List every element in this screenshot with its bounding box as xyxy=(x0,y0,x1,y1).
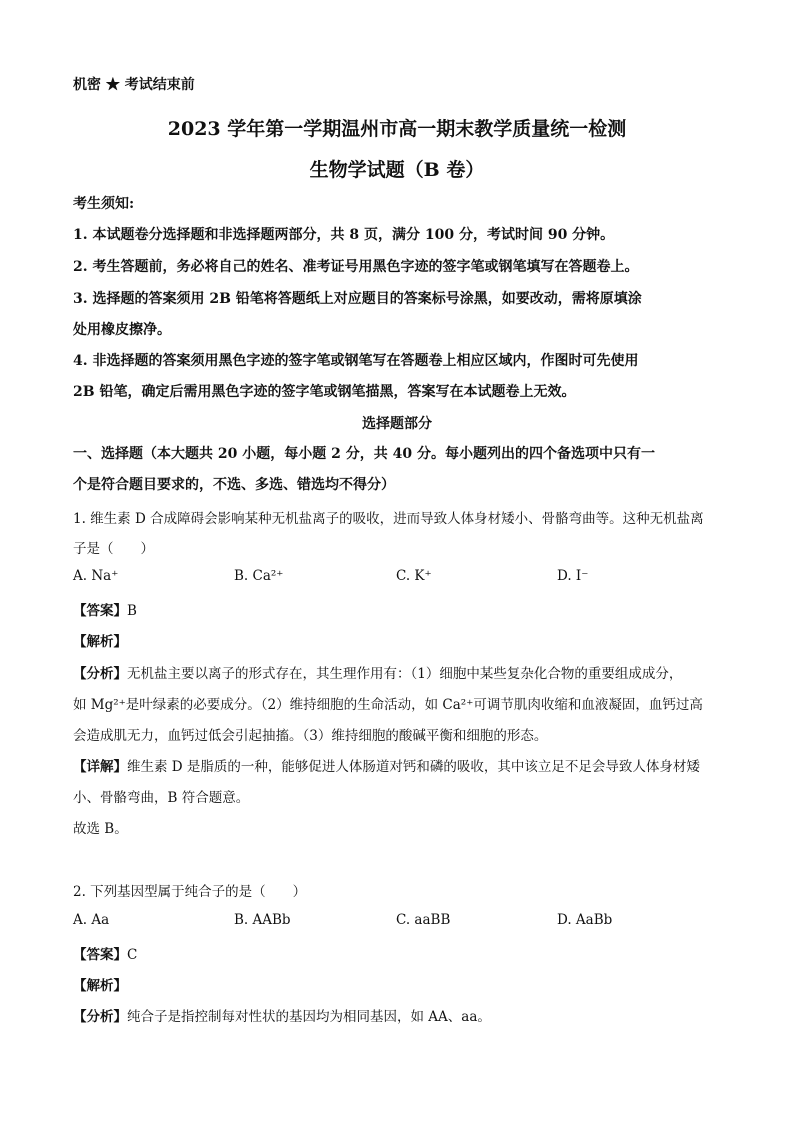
q1-option-d: D. I⁻ xyxy=(557,568,589,584)
q1-fenxi-a xyxy=(73,662,682,682)
q2-option-c: C. aaBB xyxy=(396,912,451,928)
q1-option-c: C. K⁺ xyxy=(396,568,432,584)
notice-line-4b: 2B 铅笔，确定后需用黑色字迹的签字笔或钢笔描黑，答案写在本试题卷上无效。 xyxy=(73,384,576,400)
notice-line-3a: 3. 选择题的答案须用 2B 铅笔将答题纸上对应题目的答案标号涂黑，如要改动，需将原填涂 xyxy=(73,291,642,307)
q2-answer-value: C xyxy=(127,947,138,963)
q2-stem: 2. 下列基因型属于纯合子的是（ ） xyxy=(73,884,307,900)
q1-fenxi-c: 会造成肌无力，血钙过低会引起抽搐。（3）维持细胞的酸碱平衡和细胞的形态。 xyxy=(73,728,548,744)
section-intro-a: 一、选择题（本大题共 20 小题，每小题 2 分，共 40 分。每小题列出的四个备选项中只有一 xyxy=(73,446,655,462)
q1-answer-tag: 【答案】 xyxy=(73,603,127,619)
q1-analysis-tag: 【解析】 xyxy=(73,634,127,650)
q1-answer-value: B xyxy=(127,603,137,619)
q1-answer-line xyxy=(73,599,137,619)
section-intro-b: 个是符合题目要求的，不选、多选、错选均不得分） xyxy=(73,477,395,493)
page-title: 2023 学年第一学期温州市高一期末教学质量统一检测 xyxy=(167,118,627,140)
q1-xiangjie-a xyxy=(73,755,700,775)
q1-option-a: A. Na⁺ xyxy=(73,568,119,584)
q2-analysis-tag: 【解析】 xyxy=(73,978,127,994)
confidential-label: 机密 ★ 考试结束前 xyxy=(73,77,195,93)
notice-line-2: 2. 考生答题前，务必将自己的姓名、准考证号用黑色字迹的签字笔或钢笔填写在答题卷上。 xyxy=(73,259,639,275)
q2-answer-tag: 【答案】 xyxy=(73,947,127,963)
notice-line-4a: 4. 非选择题的答案须用黑色字迹的签字笔或钢笔写在答题卷上相应区域内，作图时可先使用 xyxy=(73,353,639,369)
q1-conclusion: 故选 B。 xyxy=(73,821,128,837)
section-label: 选择题部分 xyxy=(362,416,432,432)
q1-fenxi-tag: 【分析】 xyxy=(73,666,127,682)
q2-fenxi xyxy=(73,1005,491,1025)
q2-answer-line xyxy=(73,943,137,963)
q1-stem-a: 1. 维生素 D 合成障碍会影响某种无机盐离子的吸收，进而导致人体身材矮小、骨骼弯曲等。这种无机盐离 xyxy=(73,511,704,527)
q1-xiangjie-b: 小、骨骼弯曲，B 符合题意。 xyxy=(73,790,250,806)
q2-fenxi-tag: 【分析】 xyxy=(73,1009,127,1025)
q1-fenxi-text-a: 无机盐主要以离子的形式存在，其生理作用有：（1）细胞中某些复杂化合物的重要组成成分， xyxy=(127,666,683,682)
notice-line-3b: 处用橡皮擦净。 xyxy=(73,322,171,338)
q2-option-d: D. AaBb xyxy=(557,912,613,928)
q1-stem-b: 子是（ ） xyxy=(73,541,154,557)
notice-line-1: 1. 本试题卷分选择题和非选择题两部分，共 8 页，满分 100 分，考试时间 90 分钟。 xyxy=(73,227,615,243)
q1-option-b: B. Ca²⁺ xyxy=(234,568,284,584)
q1-xiangjie-text-a: 维生素 D 是脂质的一种，能够促进人体肠道对钙和磷的吸收，其中该立足不足会导致人体身材矮 xyxy=(127,759,700,775)
page-subtitle: 生物学试题（B 卷） xyxy=(309,159,485,181)
notice-heading: 考生须知: xyxy=(73,196,135,212)
q1-fenxi-b: 如 Mg²⁺是叶绿素的必要成分。（2）维持细胞的生命活动，如 Ca²⁺可调节肌肉收缩和血液凝固，血钙过高 xyxy=(73,697,703,713)
q2-option-a: A. Aa xyxy=(73,912,110,928)
q2-fenxi-text: 纯合子是指控制每对性状的基因均为相同基因，如 AA、aa。 xyxy=(127,1009,491,1025)
q2-option-b: B. AABb xyxy=(234,912,291,928)
q1-xiangjie-tag: 【详解】 xyxy=(73,759,127,775)
